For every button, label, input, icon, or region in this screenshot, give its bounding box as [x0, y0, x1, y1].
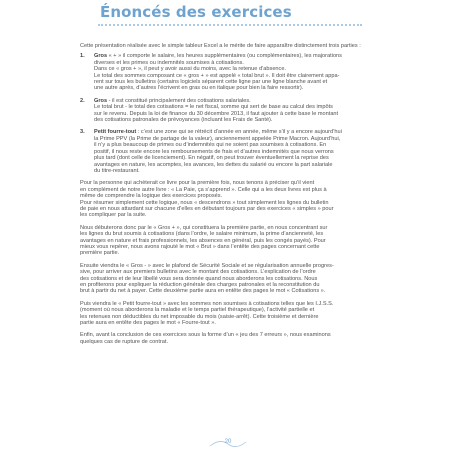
text-line [94, 53, 383, 59]
page-title: Énoncés des exercices [100, 3, 292, 21]
text-line: Pour la personne qui achèterait ce livre pour la première fois, nous tenons à préciser qu’il vient [80, 180, 315, 187]
text-line: Le total brut - le total des cotisations = le net fiscal, somme qui sert de base au calcul des impôts [94, 104, 333, 111]
text-line: (moment où nous aborderons la maladie et le temps partiel thérapeutique), l’activité partielle et [80, 307, 315, 314]
text-line: partie aura en entête des pages le mot « Fourre-tout ». [80, 320, 216, 327]
text-line: Nous débuterons donc par le « Gros + », qui constituera la première partie, en nous concentrant sur [80, 224, 328, 231]
paragraph [80, 225, 383, 257]
text-line [94, 129, 383, 135]
paragraph [80, 332, 383, 345]
paragraph [80, 180, 383, 218]
text-line: brut à partir du net à payer. Cette deuxième partie aura en entête des pages le mot « Cotisations ». [80, 288, 326, 295]
text-line: avantages en nature, les acomptes, les avances, les dettes du salarié ou encore la part salariale [94, 161, 333, 168]
text-line: en profiterons pour expliquer la réduction générale des charges patronales et la reconstitution du [80, 282, 320, 288]
text-line: une autre après, d’autres l’écrivent en gras ou en italique pour bien la faire ressortir). [94, 85, 304, 92]
text-line: diverses et les primes ou indemnités soumises à cotisations. [94, 59, 244, 66]
text-line: plus tard (dont celle de licenciement). En négatif, on peut trouver éventuellement la reprise des [94, 155, 329, 162]
text-line: sive, pour arriver aux premiers bulletins avec le montant des cotisations. L’explication de l’ordre [80, 269, 316, 276]
paragraph [80, 263, 383, 295]
list-item-number: 1. [80, 53, 85, 60]
page-number: 20 [224, 439, 232, 445]
text-line: il n’y a plus beaucoup de primes ou d’indemnités qui ne soient pas soumises à cotisations. En [94, 142, 327, 149]
list-item [80, 129, 383, 174]
text-line: rent sur tous les bulletins (certains logiciels séparent cette ligne par une ligne blanche avant et [94, 79, 328, 86]
text-line: même de comprendre la logique des exercices proposés. [80, 193, 223, 200]
text-line: de paie en nous attardant sur chacune d’elles en débutant toujours par des exercices « simples » pour [80, 205, 334, 212]
list-item-body [94, 98, 383, 124]
text-line: Enfin, avant la conclusion de ces exercices sous la forme d’un « jeu des 7 erreurs », nous examinons [80, 332, 331, 339]
text-line: des cotisations patronales de prévoyances (incluant les Frais de Santé). [94, 117, 273, 124]
title-divider [98, 24, 362, 26]
text-line: les lignes du brut soumis à cotisations (dans l’ordre, le salaire minimum, la prime d’ancienneté, les [80, 231, 324, 238]
text-line: Le total des sommes composant ce « gros + » est appelé « total brut ». Il doit être clairement appa- [94, 72, 340, 79]
list-item-body [94, 129, 383, 174]
text-line: mieux vous repérer, nous avons rajouté le mot « Brut » dans l’entête des pages concernant cette [80, 243, 320, 250]
list-item-number: 3. [80, 129, 85, 136]
list-item [80, 53, 383, 91]
paragraph [80, 301, 383, 327]
text-line: les retenues non déductibles du net imposable du mois (saisie-arrêt). Cette troisième et dernière [80, 313, 319, 320]
text-line: sur le revenu. Depuis la loi de finance du 30 décembre 2013, il faut ajouter à cette base le montant [94, 110, 339, 117]
list-item-heading: Gros [94, 53, 108, 60]
list-item-text: « + » il comporte le salaire, les heures supplémentaires (ou complémentaires), les majorations [108, 53, 342, 60]
text-line: les compliquer par la suite. [80, 212, 147, 219]
text-line: Pour résumer simplement cette logique, nous « descendrons » tout simplement les lignes du bulletin [80, 199, 329, 206]
text-line: Dans ce « gros + », il peut y avoir aussi du moins, avec la retenue d’absence. [94, 66, 287, 73]
list-item-text: - il est constitué principalement des cotisations salariales. [108, 97, 251, 104]
list-item-body [94, 53, 383, 91]
text-line: quelques cas de rupture de contrat. [80, 338, 169, 345]
text-line: Ensuite viendra le « Gros - » avec le plafond de Sécurité Sociale et se régularisation annuelle progres- [80, 262, 334, 269]
paragraph-list [80, 180, 383, 345]
list-item [80, 98, 383, 124]
text-line: des cotisations et de leur libellé vous sera donnée quand nous aborderons les cotisations. Nous [80, 275, 318, 282]
intro-paragraph: Cette présentation réalisée avec le simple tableur Excel a le mérite de faire apparaître distinctement trois parties : [80, 43, 361, 49]
text-line: du titre-restaurant. [94, 167, 140, 174]
list-item-heading: Petit fourre-tout [94, 129, 137, 136]
numbered-list [80, 53, 383, 174]
text-line: première partie. [80, 250, 120, 257]
list-item-number: 2. [80, 97, 85, 104]
list-item-heading: Gros [94, 97, 108, 104]
body-text [80, 43, 383, 351]
text-line: Puis viendra le « Petit fourre-tout » avec les sommes non soumises à cotisations telles que les I.J.S.S. [80, 300, 334, 307]
page-footer [208, 436, 248, 450]
text-line: la Prime PPV (la Prime de partage de la valeur), anciennement appelée Prime Macron. Aujourd’hui, [94, 135, 341, 142]
text-line: en complément de notre autre livre : « La Paie, ça s’apprend ». Celle qui a les deux livres est plus à [80, 186, 327, 193]
list-item-text: : c’est une zone qui se rétrécit d’année en année, même s’il y a encore aujourd’hui [137, 129, 342, 136]
text-line: positif, il nous reste encore les remboursements de frais et d’autres indemnités que nous verrons [94, 148, 334, 155]
text-line: avantages en nature et frais professionnels, les absences en général, puis les congés payés). Pour [80, 237, 326, 244]
